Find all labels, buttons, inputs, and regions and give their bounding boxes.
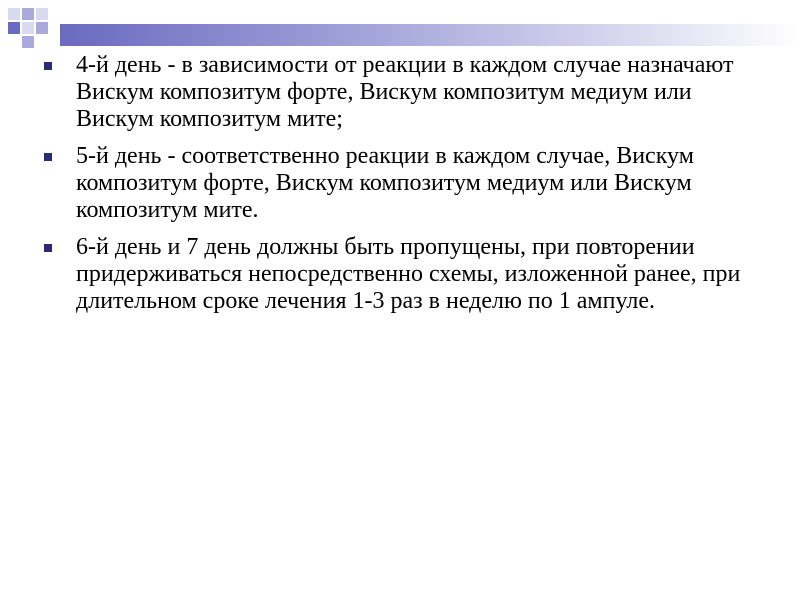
bullet-list (40, 52, 770, 315)
square-bullet-icon (44, 153, 52, 161)
decor-square (22, 22, 34, 34)
bullet-text: 6-й день и 7 день должны быть пропущены, при повторении придерживаться непосредственно схемы, изложенной ранее, при длительном сроке лечения 1-3 раз в неделю по 1 ампуле. (76, 234, 741, 314)
decor-square (8, 22, 20, 34)
bullet-item-day-6-7 (40, 234, 770, 315)
decor-square (22, 36, 34, 48)
decor-square (8, 8, 20, 20)
bullet-item-day-4 (40, 52, 770, 133)
slide-content (40, 52, 770, 325)
bullet-item-day-5 (40, 143, 770, 224)
square-bullet-icon (44, 62, 52, 70)
square-bullet-icon (44, 244, 52, 252)
bullet-text: 4-й день - в зависимости от реакции в каждом случае назначают Вискум композитум форте, Вискум композитум медиум или Вискум композитум мите; (76, 52, 734, 132)
header-decoration (0, 8, 800, 38)
decor-square (36, 22, 48, 34)
header-gradient-bar (60, 24, 800, 46)
decor-square (36, 8, 48, 20)
decor-square (22, 8, 34, 20)
bullet-text: 5-й день - соответственно реакции в каждом случае, Вискум композитум форте, Вискум композитум медиум или Вискум композитум мите. (76, 143, 694, 223)
